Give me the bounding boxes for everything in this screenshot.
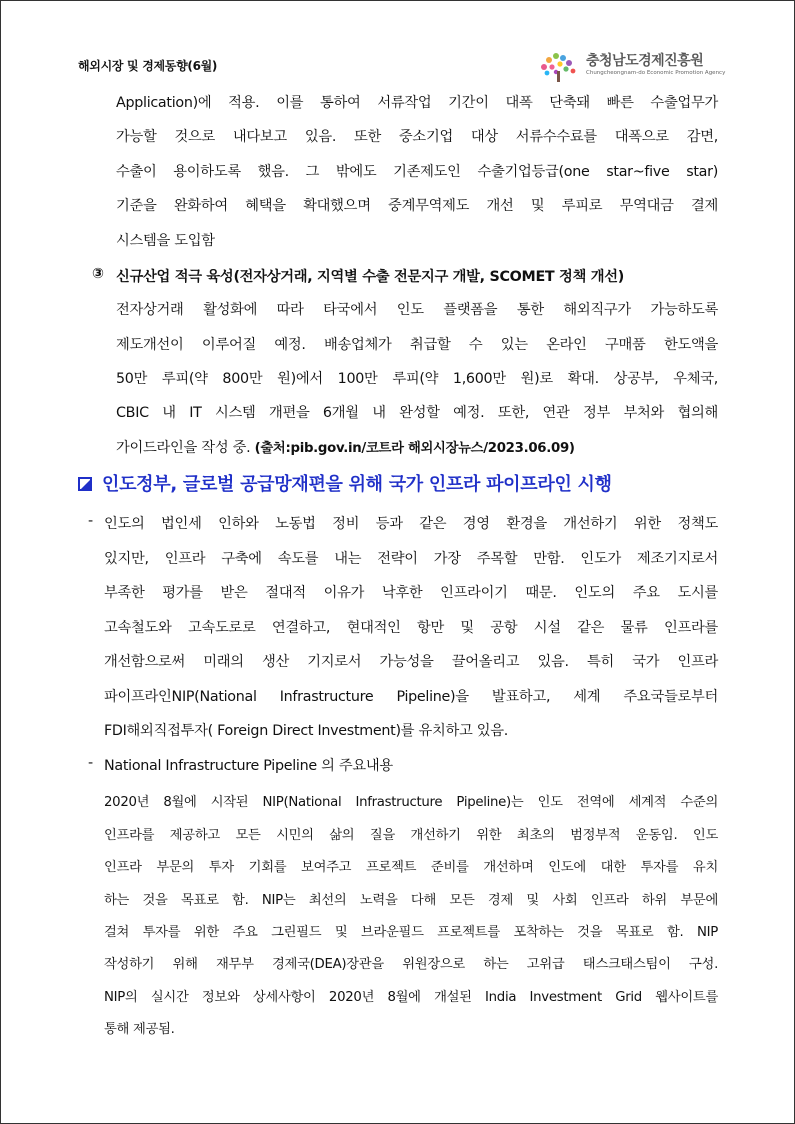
intro-line: 기준을 완화하여 혜택을 확대했으며 중계무역제도 개선 및 루피로 무역대금 결제 [116,198,718,214]
para2-line: 작성하기 위해 재무부 경제국(DEA)장관을 위원장으로 하는 고위급 태스크태스팀이 구성. [104,957,718,972]
item3-line: 제도개선이 이루어질 예정. 배송업체가 취급할 수 있는 온라인 구매품 한도액을 [116,337,718,353]
para1-dash: - [88,513,93,529]
logo-tree-icon [536,47,582,83]
para1-line: 개선함으로써 미래의 생산 기지로서 가능성을 끌어올리고 있음. 특히 국가 인프라 [104,654,718,670]
item3-line: 50만 루피(약 800만 원)에서 100만 루피(약 1,600만 원)로 확대. 상공부, 우체국, [116,371,718,387]
para2-line: 2020년 8월에 시작된 NIP(National Infrastructure Pipeline)는 인도 전역에 세계적 수준의 [104,795,718,810]
para2-line: 걸쳐 투자를 위한 주요 그린필드 및 브라운필드 프로젝트를 포착하는 것을 목표로 함. NIP [104,925,718,940]
item3-last-text: 가이드라인을 작성 중. [116,440,251,456]
item3-source: (출처:pib.gov.in/코트라 해외시장뉴스/2023.06.09) [254,441,575,456]
item3-heading: 신규산업 적극 육성(전자상거래, 지역별 수출 전문지구 개발, SCOMET 정책 개선) [116,269,625,285]
para1-line: 있지만, 인프라 구축에 속도를 내는 전략이 가장 주목할 만함. 인도가 제조기지로서 [104,551,718,567]
item3-line: CBIC 내 IT 시스템 개편을 6개월 내 완성할 예정. 또한, 연관 정부 부처와 협의해 [116,405,718,421]
section-title-text: 인도정부, 글로벌 공급망재편을 위해 국가 인프라 파이프라인 시행 [102,474,612,495]
para2-line: 인프라를 제공하고 모든 시민의 삶의 질을 개선하기 위한 최초의 범정부적 운동임. 인도 [104,828,718,843]
section-title [78,470,718,496]
para1-line: 파이프라인NIP(National Infrastructure Pipeline)을 발표하고, 세계 주요국들로부터 [104,689,718,705]
header-title: 해외시장 및 경제동향(6월) [78,59,218,73]
para2-line: 하는 것을 목표로 함. NIP는 최선의 노력을 다해 모든 경제 및 사회 인프라 하위 부문에 [104,893,718,908]
item3-last-line [116,437,575,457]
intro-line: 가능할 것으로 내다보고 있음. 또한 중소기업 대상 서류수수료를 대폭으로 감면, [116,129,718,145]
item3-number: ③ [92,266,104,282]
org-subtitle: Chungcheongnam-do Economic Promotion Agency [586,70,726,76]
para2-heading: National Infrastructure Pipeline 의 주요내용 [104,758,393,774]
square-corner-icon [78,477,92,491]
item3-line: 전자상거래 활성화에 따라 타국에서 인도 플랫폼을 통한 해외직구가 가능하도록 [116,302,718,318]
para2-line: NIP의 실시간 정보와 상세사항이 2020년 8월에 개설된 India Investment Grid 웹사이트를 [104,990,718,1005]
para1-line: 부족한 평가를 받은 절대적 이유가 낙후한 인프라이기 때문. 인도의 주요 도시를 [104,585,718,601]
intro-line: Application)에 적용. 이를 통하여 서류작업 기간이 대폭 단축돼 빠른 수출업무가 [116,95,718,111]
para2-line: 통해 제공됨. [104,1022,175,1037]
para1-line: 인도의 법인세 인하와 노동법 정비 등과 같은 경영 환경을 개선하기 위한 정책도 [104,516,718,532]
org-name: 충청남도경제진흥원 [586,53,704,69]
para1-line: 고속철도와 고속도로로 연결하고, 현대적인 항만 및 공항 시설 같은 물류 인프라를 [104,620,718,636]
intro-line: 수출이 용이하도록 했음. 그 밖에도 기존제도인 수출기업등급(one star~five star) [116,164,718,180]
para1-line: FDI해외직접투자( Foreign Direct Investment)를 유치하고 있음. [104,723,509,739]
org-logo [536,47,726,83]
para2-dash: - [88,755,93,771]
intro-line: 시스템을 도입함 [116,233,215,249]
para2-line: 인프라 부문의 투자 기회를 보여주고 프로젝트 준비를 개선하며 인도에 대한 투자를 유치 [104,860,718,875]
